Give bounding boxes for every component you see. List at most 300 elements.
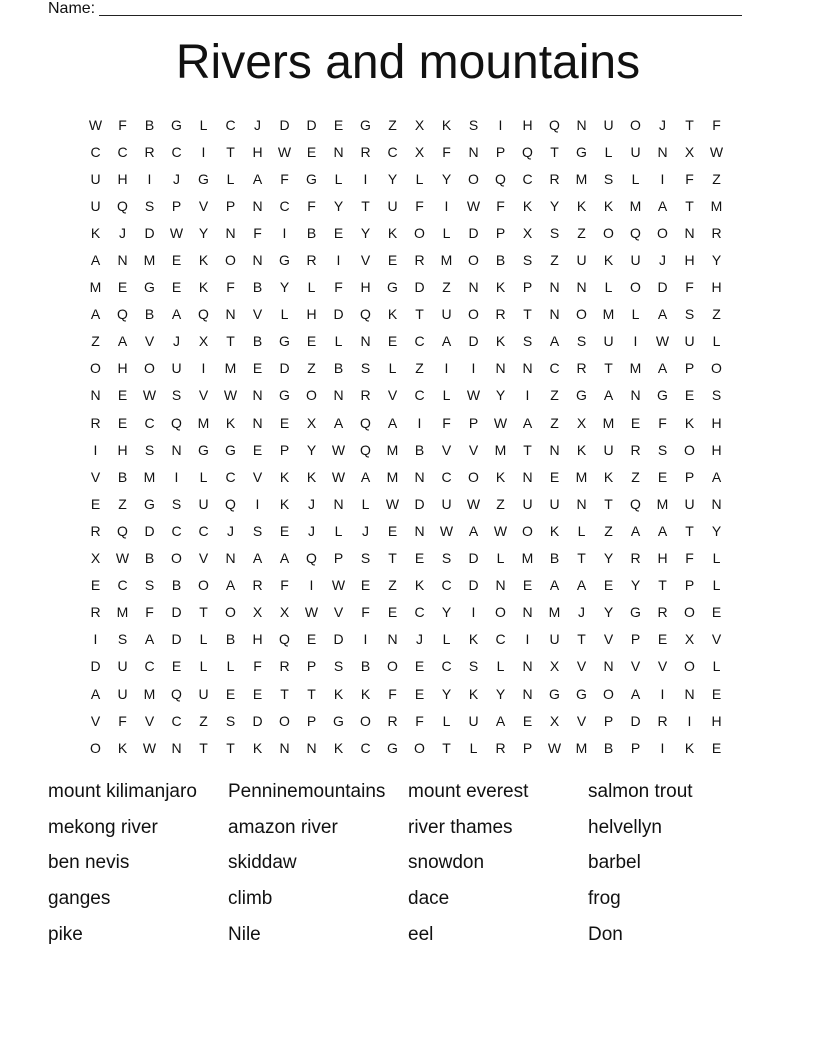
grid-letter[interactable]: S (441, 550, 452, 567)
grid-letter[interactable]: N (522, 685, 533, 702)
grid-letter[interactable]: E (252, 441, 263, 458)
grid-letter[interactable]: E (117, 414, 128, 431)
grid-letter[interactable]: A (657, 197, 668, 214)
grid-letter[interactable]: U (117, 658, 128, 675)
grid-letter[interactable]: Y (441, 604, 452, 621)
grid-letter[interactable]: Q (117, 306, 128, 323)
grid-letter[interactable]: Y (279, 279, 290, 296)
grid-letter[interactable]: R (360, 143, 371, 160)
grid-letter[interactable]: Y (387, 170, 398, 187)
grid-letter[interactable]: N (549, 279, 560, 296)
grid-letter[interactable]: E (684, 387, 695, 404)
grid-letter[interactable]: P (306, 658, 317, 675)
grid-letter[interactable]: M (575, 468, 588, 485)
grid-letter[interactable]: A (630, 522, 641, 539)
grid-letter[interactable]: D (468, 577, 479, 594)
grid-letter[interactable]: F (334, 279, 343, 296)
grid-letter[interactable]: N (225, 550, 236, 567)
grid-letter[interactable]: R (657, 604, 668, 621)
grid-letter[interactable]: R (90, 522, 101, 539)
grid-letter[interactable]: J (173, 333, 180, 350)
grid-letter[interactable]: J (416, 631, 423, 648)
grid-letter[interactable]: I (444, 197, 449, 214)
grid-letter[interactable]: K (549, 522, 560, 539)
grid-letter[interactable]: E (252, 360, 263, 377)
grid-letter[interactable]: P (522, 739, 533, 756)
grid-letter[interactable]: L (712, 658, 721, 675)
grid-letter[interactable]: N (387, 631, 398, 648)
grid-letter[interactable]: O (360, 712, 371, 729)
grid-letter[interactable]: O (684, 658, 695, 675)
grid-letter[interactable]: H (117, 170, 128, 187)
grid-letter[interactable]: N (225, 306, 236, 323)
grid-letter[interactable]: I (687, 712, 692, 729)
grid-letter[interactable]: A (576, 577, 587, 594)
grid-letter[interactable]: C (441, 577, 452, 594)
grid-letter[interactable]: O (603, 685, 614, 702)
grid-letter[interactable]: T (226, 739, 235, 756)
grid-letter[interactable]: L (199, 631, 208, 648)
grid-letter[interactable]: D (630, 712, 641, 729)
grid-letter[interactable]: F (226, 279, 235, 296)
grid-letter[interactable]: D (333, 306, 344, 323)
grid-letter[interactable]: M (710, 197, 723, 214)
grid-letter[interactable]: J (308, 522, 315, 539)
grid-letter[interactable]: I (174, 468, 179, 485)
grid-letter[interactable]: E (306, 333, 317, 350)
grid-letter[interactable]: I (282, 224, 287, 241)
grid-letter[interactable]: K (522, 197, 533, 214)
grid-letter[interactable]: X (414, 143, 425, 160)
grid-letter[interactable]: V (630, 658, 641, 675)
grid-letter[interactable]: T (199, 604, 208, 621)
grid-letter[interactable]: W (169, 224, 184, 241)
grid-letter[interactable]: E (387, 252, 398, 269)
grid-letter[interactable]: B (495, 252, 506, 269)
grid-letter[interactable]: J (119, 224, 126, 241)
grid-letter[interactable]: F (307, 197, 316, 214)
grid-letter[interactable]: M (197, 414, 210, 431)
grid-letter[interactable]: P (630, 739, 641, 756)
grid-letter[interactable]: Y (603, 604, 614, 621)
grid-letter[interactable]: H (522, 116, 533, 133)
grid-letter[interactable]: R (576, 360, 587, 377)
grid-letter[interactable]: D (468, 333, 479, 350)
grid-letter[interactable]: W (115, 550, 130, 567)
grid-letter[interactable]: Q (630, 224, 641, 241)
grid-letter[interactable]: T (523, 306, 532, 323)
grid-letter[interactable]: T (685, 197, 694, 214)
grid-letter[interactable]: O (684, 441, 695, 458)
grid-letter[interactable]: R (252, 577, 263, 594)
grid-letter[interactable]: Q (279, 631, 290, 648)
grid-letter[interactable]: W (331, 441, 346, 458)
grid-letter[interactable]: N (252, 252, 263, 269)
grid-letter[interactable]: X (684, 631, 695, 648)
grid-letter[interactable]: G (225, 441, 236, 458)
grid-letter[interactable]: E (90, 495, 101, 512)
grid-letter[interactable]: A (549, 333, 560, 350)
grid-letter[interactable]: H (711, 712, 722, 729)
grid-letter[interactable]: U (630, 143, 641, 160)
grid-letter[interactable]: I (201, 360, 206, 377)
grid-letter[interactable]: I (525, 631, 530, 648)
grid-letter[interactable]: W (223, 387, 238, 404)
grid-letter[interactable]: W (466, 197, 481, 214)
grid-letter[interactable]: Q (630, 495, 641, 512)
grid-letter[interactable]: O (468, 306, 479, 323)
grid-letter[interactable]: L (199, 658, 208, 675)
grid-letter[interactable]: O (144, 360, 155, 377)
grid-letter[interactable]: A (225, 577, 236, 594)
grid-letter[interactable]: P (171, 197, 182, 214)
grid-letter[interactable]: N (549, 306, 560, 323)
grid-letter[interactable]: D (144, 522, 155, 539)
grid-letter[interactable]: F (496, 197, 505, 214)
grid-letter[interactable]: A (549, 577, 560, 594)
grid-letter[interactable]: S (171, 495, 182, 512)
grid-letter[interactable]: U (603, 441, 614, 458)
grid-letter[interactable]: T (442, 739, 451, 756)
grid-letter[interactable]: X (252, 604, 263, 621)
grid-letter[interactable]: B (333, 360, 344, 377)
grid-letter[interactable]: N (522, 658, 533, 675)
grid-letter[interactable]: L (388, 360, 397, 377)
grid-letter[interactable]: K (360, 685, 371, 702)
grid-letter[interactable]: D (468, 224, 479, 241)
grid-letter[interactable]: L (496, 550, 505, 567)
grid-letter[interactable]: R (549, 170, 560, 187)
grid-letter[interactable]: E (657, 468, 668, 485)
grid-letter[interactable]: Y (360, 224, 371, 241)
grid-letter[interactable]: B (306, 224, 317, 241)
grid-letter[interactable]: S (576, 333, 587, 350)
grid-letter[interactable]: R (90, 604, 101, 621)
grid-letter[interactable]: G (360, 116, 371, 133)
grid-letter[interactable]: N (711, 495, 722, 512)
grid-letter[interactable]: A (522, 414, 533, 431)
grid-letter[interactable]: E (171, 279, 182, 296)
grid-letter[interactable]: N (468, 143, 479, 160)
grid-letter[interactable]: O (576, 306, 587, 323)
grid-letter[interactable]: S (144, 197, 155, 214)
grid-letter[interactable]: E (711, 739, 722, 756)
grid-letter[interactable]: F (442, 414, 451, 431)
grid-letter[interactable]: K (441, 116, 452, 133)
grid-letter[interactable]: E (117, 279, 128, 296)
grid-letter[interactable]: C (171, 143, 182, 160)
grid-letter[interactable]: Z (712, 306, 721, 323)
grid-letter[interactable]: G (630, 604, 641, 621)
grid-letter[interactable]: N (117, 252, 128, 269)
grid-letter[interactable]: E (522, 712, 533, 729)
grid-letter[interactable]: P (630, 631, 641, 648)
grid-letter[interactable]: N (171, 441, 182, 458)
grid-letter[interactable]: L (631, 170, 640, 187)
grid-letter[interactable]: A (90, 306, 101, 323)
grid-letter[interactable]: V (90, 712, 101, 729)
grid-letter[interactable]: W (385, 495, 400, 512)
grid-letter[interactable]: M (386, 441, 399, 458)
grid-letter[interactable]: J (578, 604, 585, 621)
grid-letter[interactable]: A (279, 550, 290, 567)
grid-letter[interactable]: V (711, 631, 722, 648)
grid-letter[interactable]: H (117, 441, 128, 458)
grid-letter[interactable]: Z (550, 387, 559, 404)
grid-letter[interactable]: Q (117, 522, 128, 539)
grid-letter[interactable]: V (252, 468, 263, 485)
grid-letter[interactable]: N (684, 685, 695, 702)
grid-letter[interactable]: Q (360, 306, 371, 323)
grid-letter[interactable]: X (306, 414, 317, 431)
grid-letter[interactable]: T (604, 360, 613, 377)
grid-letter[interactable]: G (171, 116, 182, 133)
grid-letter[interactable]: P (225, 197, 236, 214)
grid-letter[interactable]: X (684, 143, 695, 160)
grid-letter[interactable]: M (629, 360, 642, 377)
grid-letter[interactable]: L (712, 550, 721, 567)
grid-letter[interactable]: K (495, 468, 506, 485)
grid-letter[interactable]: D (90, 658, 101, 675)
grid-letter[interactable]: A (441, 333, 452, 350)
grid-letter[interactable]: M (386, 468, 399, 485)
grid-letter[interactable]: Y (711, 522, 722, 539)
grid-letter[interactable]: S (657, 441, 668, 458)
grid-letter[interactable]: K (603, 468, 614, 485)
grid-letter[interactable]: N (225, 224, 236, 241)
grid-letter[interactable]: E (387, 522, 398, 539)
grid-letter[interactable]: S (468, 116, 479, 133)
grid-letter[interactable]: P (684, 577, 695, 594)
grid-letter[interactable]: B (117, 468, 128, 485)
grid-letter[interactable]: Y (441, 685, 452, 702)
grid-letter[interactable]: E (630, 414, 641, 431)
grid-letter[interactable]: Z (388, 577, 397, 594)
grid-letter[interactable]: C (117, 577, 128, 594)
grid-letter[interactable]: C (495, 631, 506, 648)
grid-letter[interactable]: H (306, 306, 317, 323)
grid-letter[interactable]: S (360, 550, 371, 567)
grid-letter[interactable]: U (441, 495, 452, 512)
grid-letter[interactable]: G (549, 685, 560, 702)
grid-letter[interactable]: N (468, 279, 479, 296)
grid-letter[interactable]: L (712, 577, 721, 594)
grid-letter[interactable]: K (198, 279, 209, 296)
grid-letter[interactable]: F (253, 224, 262, 241)
grid-letter[interactable]: L (442, 387, 451, 404)
grid-letter[interactable]: T (226, 143, 235, 160)
grid-letter[interactable]: Z (550, 414, 559, 431)
grid-letter[interactable]: O (225, 604, 236, 621)
grid-letter[interactable]: N (414, 522, 425, 539)
grid-letter[interactable]: T (388, 550, 397, 567)
name-underline[interactable] (99, 0, 742, 16)
grid-letter[interactable]: Z (307, 360, 316, 377)
grid-letter[interactable]: T (307, 685, 316, 702)
grid-letter[interactable]: A (711, 468, 722, 485)
grid-letter[interactable]: I (363, 631, 368, 648)
grid-letter[interactable]: A (117, 333, 128, 350)
grid-letter[interactable]: S (144, 577, 155, 594)
grid-letter[interactable]: D (144, 224, 155, 241)
grid-letter[interactable]: N (306, 739, 317, 756)
grid-letter[interactable]: O (522, 522, 533, 539)
grid-letter[interactable]: F (280, 170, 289, 187)
grid-letter[interactable]: F (145, 604, 154, 621)
grid-letter[interactable]: A (144, 631, 155, 648)
grid-letter[interactable]: O (468, 170, 479, 187)
grid-letter[interactable]: V (252, 306, 263, 323)
grid-letter[interactable]: B (549, 550, 560, 567)
grid-letter[interactable]: R (495, 306, 506, 323)
grid-letter[interactable]: E (360, 577, 371, 594)
grid-letter[interactable]: O (306, 387, 317, 404)
grid-letter[interactable]: N (522, 360, 533, 377)
grid-letter[interactable]: T (604, 495, 613, 512)
grid-letter[interactable]: H (684, 252, 695, 269)
grid-letter[interactable]: R (360, 387, 371, 404)
grid-letter[interactable]: S (549, 224, 560, 241)
grid-letter[interactable]: G (387, 279, 398, 296)
grid-letter[interactable]: A (387, 414, 398, 431)
grid-letter[interactable]: H (657, 550, 668, 567)
grid-letter[interactable]: I (336, 252, 341, 269)
grid-letter[interactable]: N (630, 387, 641, 404)
grid-letter[interactable]: B (360, 658, 371, 675)
grid-letter[interactable]: N (522, 604, 533, 621)
grid-letter[interactable]: K (468, 685, 479, 702)
grid-letter[interactable]: W (304, 604, 319, 621)
grid-letter[interactable]: S (711, 387, 722, 404)
grid-letter[interactable]: M (116, 604, 129, 621)
grid-letter[interactable]: N (576, 495, 587, 512)
grid-letter[interactable]: W (277, 143, 292, 160)
grid-letter[interactable]: Z (415, 360, 424, 377)
grid-letter[interactable]: A (657, 360, 668, 377)
grid-letter[interactable]: J (173, 170, 180, 187)
grid-letter[interactable]: K (252, 739, 263, 756)
grid-letter[interactable]: K (333, 685, 344, 702)
grid-letter[interactable]: F (415, 197, 424, 214)
grid-letter[interactable]: N (333, 143, 344, 160)
grid-letter[interactable]: N (360, 333, 371, 350)
grid-letter[interactable]: G (279, 333, 290, 350)
grid-letter[interactable]: G (657, 387, 668, 404)
grid-letter[interactable]: I (525, 387, 530, 404)
grid-letter[interactable]: X (414, 116, 425, 133)
grid-letter[interactable]: O (711, 360, 722, 377)
grid-letter[interactable]: P (684, 360, 695, 377)
grid-letter[interactable]: W (439, 522, 454, 539)
grid-letter[interactable]: Z (550, 252, 559, 269)
grid-letter[interactable]: V (144, 333, 155, 350)
grid-letter[interactable]: F (685, 279, 694, 296)
grid-letter[interactable]: C (522, 170, 533, 187)
grid-letter[interactable]: Q (360, 441, 371, 458)
grid-letter[interactable]: F (442, 143, 451, 160)
grid-letter[interactable]: R (711, 224, 722, 241)
grid-letter[interactable]: M (89, 279, 102, 296)
grid-letter[interactable]: N (495, 577, 506, 594)
grid-letter[interactable]: K (387, 306, 398, 323)
grid-letter[interactable]: F (712, 116, 721, 133)
grid-letter[interactable]: O (630, 279, 641, 296)
grid-letter[interactable]: Z (712, 170, 721, 187)
grid-letter[interactable]: V (144, 712, 155, 729)
grid-letter[interactable]: I (633, 333, 638, 350)
grid-letter[interactable]: Z (577, 224, 586, 241)
grid-letter[interactable]: S (252, 522, 263, 539)
grid-letter[interactable]: B (225, 631, 236, 648)
grid-letter[interactable]: H (252, 631, 263, 648)
grid-letter[interactable]: H (252, 143, 263, 160)
grid-letter[interactable]: N (576, 116, 587, 133)
grid-letter[interactable]: Y (495, 387, 506, 404)
grid-letter[interactable]: O (468, 252, 479, 269)
grid-letter[interactable]: C (279, 197, 290, 214)
grid-letter[interactable]: I (201, 143, 206, 160)
grid-letter[interactable]: V (333, 604, 344, 621)
grid-letter[interactable]: K (468, 631, 479, 648)
grid-letter[interactable]: T (685, 522, 694, 539)
grid-letter[interactable]: R (414, 252, 425, 269)
grid-letter[interactable]: V (387, 387, 398, 404)
grid-letter[interactable]: S (360, 360, 371, 377)
grid-letter[interactable]: E (387, 604, 398, 621)
grid-letter[interactable]: S (522, 333, 533, 350)
grid-letter[interactable]: D (171, 604, 182, 621)
grid-letter[interactable]: B (171, 577, 182, 594)
grid-letter[interactable]: P (468, 414, 479, 431)
grid-letter[interactable]: L (469, 739, 478, 756)
grid-letter[interactable]: G (144, 495, 155, 512)
grid-letter[interactable]: O (414, 739, 425, 756)
grid-letter[interactable]: H (117, 360, 128, 377)
grid-letter[interactable]: Y (441, 170, 452, 187)
grid-letter[interactable]: Q (360, 414, 371, 431)
grid-letter[interactable]: B (603, 739, 614, 756)
grid-letter[interactable]: L (226, 170, 235, 187)
grid-letter[interactable]: Q (306, 550, 317, 567)
grid-letter[interactable]: D (657, 279, 668, 296)
grid-letter[interactable]: U (684, 495, 695, 512)
grid-letter[interactable]: W (493, 522, 508, 539)
grid-letter[interactable]: G (333, 712, 344, 729)
grid-letter[interactable]: L (334, 522, 343, 539)
grid-letter[interactable]: U (549, 631, 560, 648)
grid-letter[interactable]: V (198, 197, 209, 214)
grid-letter[interactable]: E (522, 577, 533, 594)
grid-letter[interactable]: C (90, 143, 101, 160)
grid-letter[interactable]: E (414, 685, 425, 702)
grid-letter[interactable]: O (90, 360, 101, 377)
grid-letter[interactable]: R (657, 712, 668, 729)
grid-letter[interactable]: G (387, 739, 398, 756)
grid-letter[interactable]: U (468, 712, 479, 729)
grid-letter[interactable]: Y (198, 224, 209, 241)
grid-letter[interactable]: D (414, 279, 425, 296)
grid-letter[interactable]: I (660, 170, 665, 187)
grid-letter[interactable]: Z (496, 495, 505, 512)
grid-letter[interactable]: Y (630, 577, 641, 594)
grid-letter[interactable]: I (471, 360, 476, 377)
grid-letter[interactable]: S (684, 306, 695, 323)
grid-letter[interactable]: Z (442, 279, 451, 296)
grid-letter[interactable]: O (225, 252, 236, 269)
grid-letter[interactable]: V (198, 387, 209, 404)
grid-letter[interactable]: Z (604, 522, 613, 539)
grid-letter[interactable]: O (198, 577, 209, 594)
